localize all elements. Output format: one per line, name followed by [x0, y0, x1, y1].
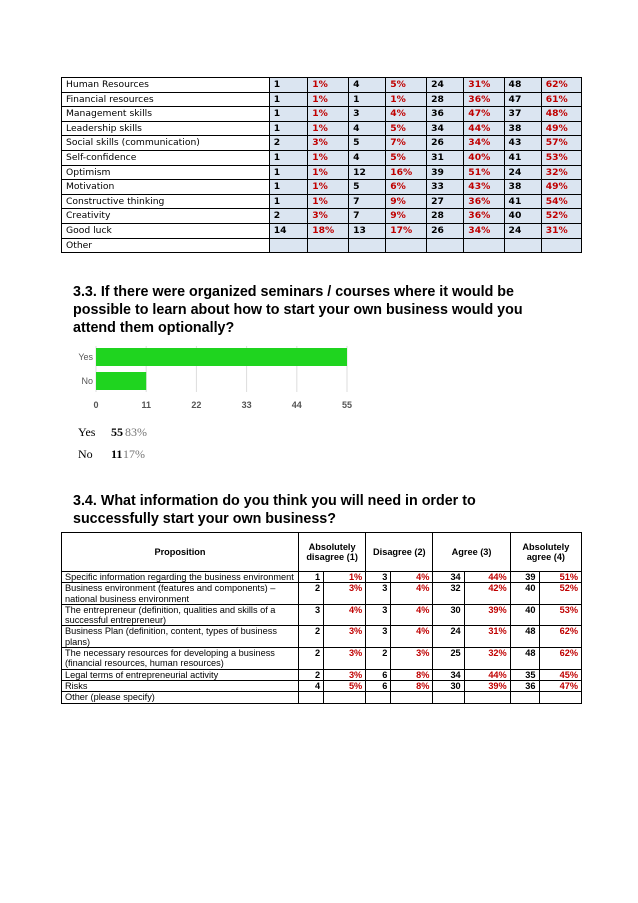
row-label: Social skills (communication) [62, 136, 270, 151]
percent-cell: 1% [308, 165, 349, 180]
percent-cell: 4% [391, 583, 433, 605]
x-tick-label: 44 [291, 400, 302, 410]
percent-cell: 57% [541, 136, 581, 151]
header-absolutely-agree: Absolutely agree (4) [510, 533, 581, 572]
table-row [62, 604, 582, 626]
percent-cell [464, 238, 504, 253]
count-cell: 32 [433, 583, 464, 605]
percent-cell: 3% [324, 583, 366, 605]
count-cell: 3 [349, 107, 386, 122]
count-cell: 27 [427, 194, 464, 209]
count-cell: 7 [349, 209, 386, 224]
header-proposition: Proposition [62, 533, 299, 572]
percent-cell: 52% [539, 583, 582, 605]
row-label: Constructive thinking [62, 194, 270, 209]
count-cell: 36 [427, 107, 464, 122]
count-cell: 35 [510, 669, 539, 680]
table-row [62, 626, 582, 648]
count-cell: 1 [269, 107, 307, 122]
percent-cell: 7% [386, 136, 427, 151]
count-cell: 26 [427, 223, 464, 238]
percent-cell [386, 238, 427, 253]
count-cell: 47 [504, 92, 541, 107]
percent-cell: 3% [324, 648, 366, 670]
table-row [62, 150, 582, 165]
count-cell [349, 238, 386, 253]
count-cell: 2 [299, 669, 324, 680]
x-tick-label: 55 [341, 400, 353, 410]
header-agree: Agree (3) [433, 533, 510, 572]
count-cell [299, 692, 324, 703]
percent-cell: 1% [308, 107, 349, 122]
count-cell: 12 [349, 165, 386, 180]
table-header-row [62, 533, 582, 572]
percent-cell: 1% [308, 92, 349, 107]
percent-cell: 40% [464, 150, 504, 165]
percent-cell: 32% [464, 648, 510, 670]
category-label: Yes [78, 352, 93, 362]
count-cell: 48 [504, 78, 541, 93]
count-cell: 1 [349, 92, 386, 107]
percent-cell: 47% [539, 680, 582, 691]
count-cell: 39 [510, 572, 539, 583]
count-cell: 7 [349, 194, 386, 209]
answer-label: No [78, 447, 93, 461]
table-row [62, 165, 582, 180]
count-cell: 33 [427, 180, 464, 195]
percent-cell: 3% [308, 136, 349, 151]
percent-cell: 51% [464, 165, 504, 180]
count-cell: 36 [510, 680, 539, 691]
percent-cell: 44% [464, 669, 510, 680]
percent-cell [541, 238, 581, 253]
x-tick-label: 0 [93, 400, 99, 410]
count-cell: 2 [269, 136, 307, 151]
row-label: Optimism [62, 165, 270, 180]
table-row [62, 648, 582, 670]
count-cell: 6 [366, 669, 391, 680]
percent-cell [308, 238, 349, 253]
table-row [62, 92, 582, 107]
table-row [62, 583, 582, 605]
x-tick-label: 22 [191, 400, 202, 410]
percent-cell: 3% [308, 209, 349, 224]
percent-cell: 49% [541, 121, 581, 136]
count-cell: 30 [433, 604, 464, 626]
percent-cell: 61% [541, 92, 581, 107]
count-cell: 34 [433, 572, 464, 583]
percent-cell: 31% [464, 626, 510, 648]
proposition-label: The necessary resources for developing a business (financial resources, human resources) [62, 648, 299, 670]
percent-cell: 4% [324, 604, 366, 626]
count-cell: 2 [299, 626, 324, 648]
header-absolutely-disagree: Absolutely disagree (1) [299, 533, 366, 572]
percent-cell: 44% [464, 121, 504, 136]
count-cell: 34 [433, 669, 464, 680]
percent-cell: 42% [464, 583, 510, 605]
percent-cell [324, 692, 366, 703]
count-cell: 3 [366, 604, 391, 626]
percent-cell: 39% [464, 680, 510, 691]
count-cell: 14 [269, 223, 307, 238]
answer-percent: 17% [123, 447, 145, 461]
count-cell: 1 [269, 150, 307, 165]
percent-cell: 34% [464, 223, 504, 238]
header-disagree: Disagree (2) [366, 533, 433, 572]
count-cell: 31 [427, 150, 464, 165]
proposition-label: The entrepreneur (definition, qualities and skills of a successful entrepreneur) [62, 604, 299, 626]
row-label: Leadership skills [62, 121, 270, 136]
count-cell: 1 [269, 121, 307, 136]
count-cell: 41 [504, 194, 541, 209]
count-cell: 40 [510, 583, 539, 605]
row-label: Other [62, 238, 270, 253]
percent-cell: 39% [464, 604, 510, 626]
percent-cell: 62% [539, 626, 582, 648]
count-cell: 40 [510, 604, 539, 626]
answer-yes [78, 425, 147, 440]
answer-percent: 83% [125, 425, 147, 439]
count-cell: 3 [366, 572, 391, 583]
count-cell [269, 238, 307, 253]
count-cell: 6 [366, 680, 391, 691]
count-cell: 28 [427, 209, 464, 224]
count-cell: 24 [427, 78, 464, 93]
percent-cell: 4% [391, 626, 433, 648]
count-cell: 24 [504, 223, 541, 238]
proposition-label: Risks [62, 680, 299, 691]
percent-cell: 36% [464, 92, 504, 107]
percent-cell: 4% [391, 572, 433, 583]
count-cell: 39 [427, 165, 464, 180]
count-cell: 25 [433, 648, 464, 670]
table-row [62, 78, 582, 93]
row-label: Good luck [62, 223, 270, 238]
table-row [62, 692, 582, 703]
percent-cell: 54% [541, 194, 581, 209]
answer-count: 55 [111, 425, 123, 439]
count-cell [433, 692, 464, 703]
table-row [62, 238, 582, 253]
percent-cell: 32% [541, 165, 581, 180]
percent-cell: 1% [324, 572, 366, 583]
percent-cell: 47% [464, 107, 504, 122]
count-cell: 38 [504, 121, 541, 136]
table-row [62, 121, 582, 136]
table-row [62, 223, 582, 238]
percent-cell: 1% [308, 194, 349, 209]
count-cell: 37 [504, 107, 541, 122]
row-label: Management skills [62, 107, 270, 122]
percent-cell: 9% [386, 209, 427, 224]
table-row [62, 669, 582, 680]
row-label: Self-confidence [62, 150, 270, 165]
percent-cell: 4% [386, 107, 427, 122]
table-row [62, 136, 582, 151]
count-cell: 2 [366, 648, 391, 670]
count-cell: 2 [299, 583, 324, 605]
percent-cell: 1% [308, 78, 349, 93]
category-label: No [81, 376, 93, 386]
percent-cell: 53% [539, 604, 582, 626]
percent-cell: 44% [464, 572, 510, 583]
table-row [62, 194, 582, 209]
percent-cell: 5% [386, 121, 427, 136]
percent-cell: 45% [539, 669, 582, 680]
percent-cell [464, 692, 510, 703]
proposition-label: Other (please specify) [62, 692, 299, 703]
count-cell: 43 [504, 136, 541, 151]
percent-cell: 1% [308, 150, 349, 165]
count-cell [427, 238, 464, 253]
percent-cell: 17% [386, 223, 427, 238]
table-row [62, 107, 582, 122]
count-cell: 4 [349, 121, 386, 136]
proposition-label: Business Plan (definition, content, types of business plans) [62, 626, 299, 648]
percent-cell: 62% [539, 648, 582, 670]
proposition-label: Business environment (features and components) – national business environment [62, 583, 299, 605]
percent-cell: 51% [539, 572, 582, 583]
percent-cell: 4% [391, 604, 433, 626]
percent-cell: 62% [541, 78, 581, 93]
percent-cell: 9% [386, 194, 427, 209]
percent-cell: 31% [464, 78, 504, 93]
x-tick-label: 33 [241, 400, 252, 410]
count-cell: 28 [427, 92, 464, 107]
table-row [62, 680, 582, 691]
count-cell: 4 [349, 78, 386, 93]
count-cell [504, 238, 541, 253]
count-cell: 48 [510, 626, 539, 648]
count-cell: 4 [349, 150, 386, 165]
percent-cell: 36% [464, 209, 504, 224]
count-cell: 34 [427, 121, 464, 136]
count-cell: 24 [433, 626, 464, 648]
answer-label: Yes [78, 425, 96, 439]
percent-cell: 6% [386, 180, 427, 195]
count-cell: 40 [504, 209, 541, 224]
percent-cell: 5% [386, 78, 427, 93]
percent-cell: 1% [386, 92, 427, 107]
percent-cell: 49% [541, 180, 581, 195]
count-cell: 5 [349, 136, 386, 151]
bar-no [96, 372, 146, 390]
percent-cell: 3% [391, 648, 433, 670]
percent-cell: 16% [386, 165, 427, 180]
row-label: Motivation [62, 180, 270, 195]
count-cell [366, 692, 391, 703]
row-label: Financial resources [62, 92, 270, 107]
count-cell: 24 [504, 165, 541, 180]
count-cell: 38 [504, 180, 541, 195]
count-cell: 1 [269, 165, 307, 180]
percent-cell: 48% [541, 107, 581, 122]
percent-cell: 52% [541, 209, 581, 224]
percent-cell: 36% [464, 194, 504, 209]
answer-no [78, 447, 145, 462]
count-cell: 30 [433, 680, 464, 691]
count-cell: 13 [349, 223, 386, 238]
table-row [62, 209, 582, 224]
percent-cell: 8% [391, 669, 433, 680]
x-tick-label: 11 [141, 400, 151, 410]
percent-cell: 1% [308, 180, 349, 195]
percent-cell [391, 692, 433, 703]
percent-cell: 8% [391, 680, 433, 691]
row-label: Human Resources [62, 78, 270, 93]
count-cell: 1 [269, 194, 307, 209]
count-cell: 4 [299, 680, 324, 691]
count-cell: 1 [269, 92, 307, 107]
attendance-bar-chart [74, 344, 364, 414]
row-label: Creativity [62, 209, 270, 224]
count-cell: 41 [504, 150, 541, 165]
count-cell: 5 [349, 180, 386, 195]
count-cell: 2 [269, 209, 307, 224]
count-cell [510, 692, 539, 703]
percent-cell [539, 692, 582, 703]
count-cell: 1 [269, 78, 307, 93]
answer-count: 11 [111, 447, 123, 461]
percent-cell: 1% [308, 121, 349, 136]
bar-yes [96, 348, 347, 366]
percent-cell: 31% [541, 223, 581, 238]
percent-cell: 34% [464, 136, 504, 151]
question-3-4-title: 3.4. What information do you think you will need in order to successfully start your own business? [73, 493, 476, 527]
question-3-3-title: 3.3. If there were organized seminars / courses where it would be possible to learn about how to start your own business would you attend them optionally? [73, 284, 523, 336]
count-cell: 48 [510, 648, 539, 670]
count-cell: 26 [427, 136, 464, 151]
percent-cell: 5% [386, 150, 427, 165]
proposition-label: Specific information regarding the business environment [62, 572, 299, 583]
count-cell: 2 [299, 648, 324, 670]
count-cell: 3 [299, 604, 324, 626]
percent-cell: 53% [541, 150, 581, 165]
percent-cell: 43% [464, 180, 504, 195]
percent-cell: 18% [308, 223, 349, 238]
percent-cell: 3% [324, 669, 366, 680]
percent-cell: 5% [324, 680, 366, 691]
table-row [62, 180, 582, 195]
count-cell: 1 [269, 180, 307, 195]
count-cell: 3 [366, 626, 391, 648]
table-row [62, 572, 582, 583]
count-cell: 1 [299, 572, 324, 583]
proposition-label: Legal terms of entrepreneurial activity [62, 669, 299, 680]
percent-cell: 3% [324, 626, 366, 648]
skills-table [61, 77, 582, 253]
count-cell: 3 [366, 583, 391, 605]
information-needs-table [61, 532, 582, 704]
